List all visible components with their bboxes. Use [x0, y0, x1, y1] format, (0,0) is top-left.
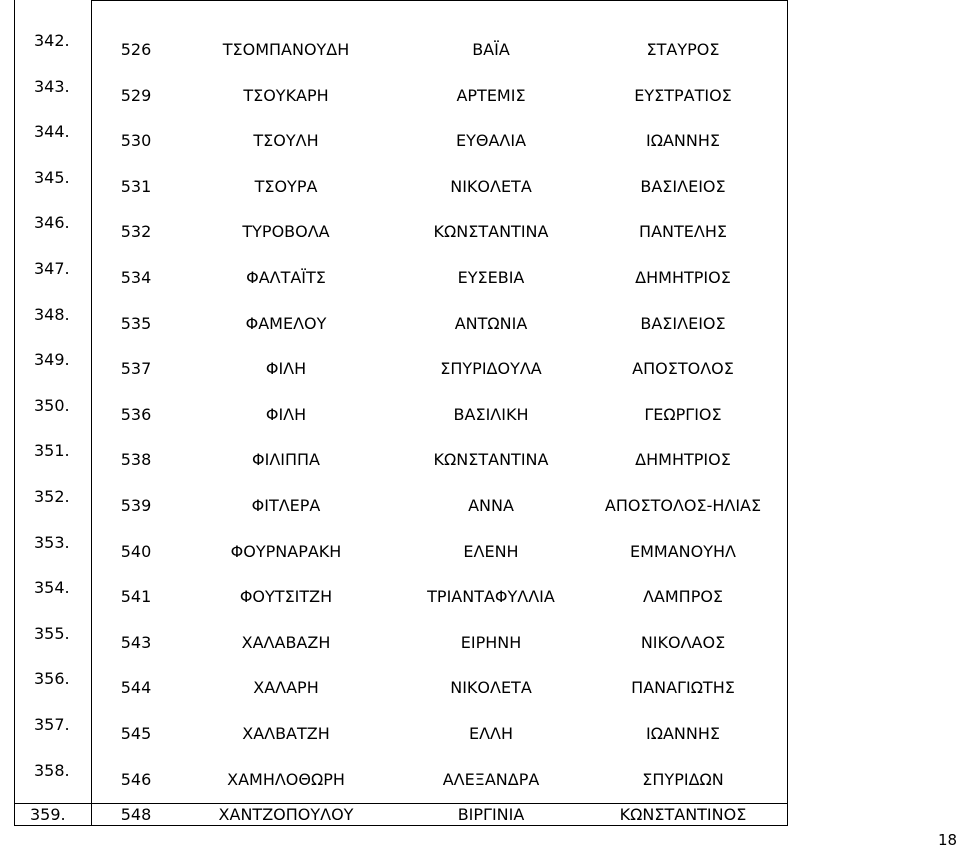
cell-father-name: ΔΗΜΗΤΡΙΟΣ	[635, 268, 731, 287]
table-top-border-right	[91, 0, 787, 1]
cell-code: 548	[120, 805, 152, 824]
cell-first-name: ΚΩΝΣΤΑΝΤΙΝΑ	[433, 450, 549, 470]
cell-first-name: ΒΑΣΙΛΙΚΗ	[453, 404, 529, 424]
cell-code: 532	[120, 222, 152, 242]
cell-father-name: ΠΑΝΤΕΛΗΣ	[639, 222, 727, 242]
cell-first-name: ΕΛΛΗ	[468, 724, 514, 743]
cell-surname: ΧΑΜΗΛΟΘΩΡΗ	[227, 769, 345, 789]
cell-code: 530	[120, 131, 152, 151]
cell-first-name: ΕΙΡΗΝΗ	[460, 632, 522, 652]
cell-surname: ΤΣΟΥΡΑ	[254, 176, 318, 196]
row-index: 350.	[34, 395, 70, 415]
row-index: 351.	[34, 441, 70, 461]
cell-surname: ΦΙΛΙΠΠΑ	[252, 450, 320, 470]
cell-code: 534	[120, 268, 152, 287]
cell-first-name: ΕΛΕΝΗ	[463, 541, 519, 561]
cell-first-name: ΑΝΤΩΝΙΑ	[454, 313, 528, 333]
cell-first-name: ΚΩΝΣΤΑΝΤΙΝΑ	[433, 222, 549, 242]
row-index: 342.	[34, 31, 70, 50]
cell-surname: ΧΑΛΑΒΑΖΗ	[241, 632, 331, 652]
table-right-border	[787, 0, 788, 826]
cell-surname: ΤΥΡΟΒΟΛΑ	[242, 222, 330, 242]
last-row-top-border	[14, 803, 787, 804]
cell-code: 543	[120, 632, 152, 652]
cell-father-name: ΚΩΝΣΤΑΝΤΙΝΟΣ	[619, 805, 747, 824]
cell-father-name: ΕΥΣΤΡΑΤΙΟΣ	[634, 85, 732, 105]
cell-first-name: ΕΥΘΑΛΙΑ	[455, 131, 527, 151]
cell-surname: ΧΑΛΑΡΗ	[253, 678, 319, 698]
cell-first-name: ΑΛΕΞΑΝΔΡΑ	[442, 769, 540, 789]
row-index: 349.	[34, 350, 70, 370]
row-index: 353.	[34, 532, 70, 552]
row-index: 346.	[34, 213, 70, 233]
cell-code: 546	[120, 769, 152, 789]
cell-first-name: ΑΡΤΕΜΙΣ	[456, 85, 526, 105]
cell-code: 545	[120, 724, 152, 743]
cell-surname: ΦΑΜΕΛΟΥ	[245, 313, 327, 333]
cell-surname: ΧΑΛΒΑΤΖΗ	[242, 724, 330, 743]
cell-code: 539	[120, 496, 152, 515]
cell-first-name: ΝΙΚΟΛΕΤΑ	[450, 176, 532, 196]
cell-surname: ΤΣΟΥΚΑΡΗ	[243, 85, 329, 105]
table-left-border	[14, 0, 15, 826]
cell-first-name: ΤΡΙΑΝΤΑΦΥΛΛΙΑ	[427, 587, 555, 607]
cell-code: 529	[120, 85, 152, 105]
cell-surname: ΦΑΛΤΑΪΤΣ	[246, 268, 326, 287]
cell-father-name: ΕΜΜΑΝΟΥΗΛ	[630, 541, 736, 561]
cell-father-name: ΒΑΣΙΛΕΙΟΣ	[640, 313, 726, 333]
cell-father-name: ΓΕΩΡΓΙΟΣ	[644, 404, 722, 424]
cell-surname: ΦΙΛΗ	[265, 404, 307, 424]
cell-surname: ΦΙΛΗ	[265, 359, 307, 379]
cell-first-name: ΒΙΡΓΙΝΙΑ	[457, 805, 525, 824]
row-index: 345.	[34, 167, 70, 187]
cell-father-name: ΔΗΜΗΤΡΙΟΣ	[635, 450, 731, 470]
cell-surname: ΦΟΥΡΝΑΡΑΚΗ	[230, 541, 342, 561]
cell-code: 540	[120, 541, 152, 561]
cell-first-name: ΒΑΪΑ	[472, 40, 510, 59]
cell-code: 531	[120, 176, 152, 196]
cell-code: 538	[120, 450, 152, 470]
cell-surname: ΤΣΟΜΠΑΝΟΥΔΗ	[222, 40, 350, 59]
cell-father-name: ΠΑΝΑΓΙΩΤΗΣ	[631, 678, 735, 698]
cell-code: 537	[120, 359, 152, 379]
page-number: 18	[938, 831, 958, 849]
cell-first-name: ΕΥΣΕΒΙΑ	[457, 268, 525, 287]
cell-father-name: ΣΤΑΥΡΟΣ	[646, 40, 720, 59]
cell-father-name: ΝΙΚΟΛΑΟΣ	[640, 632, 726, 652]
table-bottom-border	[14, 825, 787, 826]
cell-code: 541	[120, 587, 152, 607]
cell-code: 535	[120, 313, 152, 333]
row-index: 358.	[34, 760, 70, 780]
row-index: 344.	[34, 122, 70, 142]
table-column-divider	[91, 0, 92, 826]
row-index: 354.	[34, 578, 70, 598]
row-index: 357.	[34, 715, 70, 734]
cell-father-name: ΒΑΣΙΛΕΙΟΣ	[640, 176, 726, 196]
row-index: 355.	[34, 623, 70, 643]
cell-surname: ΦΙΤΛΕΡΑ	[251, 496, 321, 515]
row-index: 347.	[34, 259, 70, 278]
row-index: 359.	[30, 805, 66, 824]
cell-surname: ΤΣΟΥΛΗ	[253, 131, 319, 151]
cell-father-name: ΑΠΟΣΤΟΛΟΣ	[632, 359, 734, 379]
row-index: 348.	[34, 304, 70, 324]
cell-code: 536	[120, 404, 152, 424]
cell-father-name: ΙΩΑΝΝΗΣ	[646, 131, 720, 151]
cell-father-name: ΣΠΥΡΙΔΩΝ	[642, 769, 724, 789]
cell-surname: ΧΑΝΤΖΟΠΟΥΛΟΥ	[218, 805, 354, 824]
cell-first-name: ΝΙΚΟΛΕΤΑ	[450, 678, 532, 698]
cell-father-name: ΛΑΜΠΡΟΣ	[642, 587, 724, 607]
cell-father-name: ΑΠΟΣΤΟΛΟΣ-ΗΛΙΑΣ	[604, 496, 762, 515]
cell-code: 526	[120, 40, 152, 59]
cell-code: 544	[120, 678, 152, 698]
row-index: 356.	[34, 669, 70, 689]
row-index: 352.	[34, 487, 70, 506]
cell-surname: ΦΟΥΤΣΙΤΖΗ	[239, 587, 333, 607]
cell-father-name: ΙΩΑΝΝΗΣ	[646, 724, 720, 743]
cell-first-name: ΑΝΝΑ	[468, 496, 514, 515]
row-index: 343.	[34, 76, 70, 96]
cell-first-name: ΣΠΥΡΙΔΟΥΛΑ	[440, 359, 542, 379]
